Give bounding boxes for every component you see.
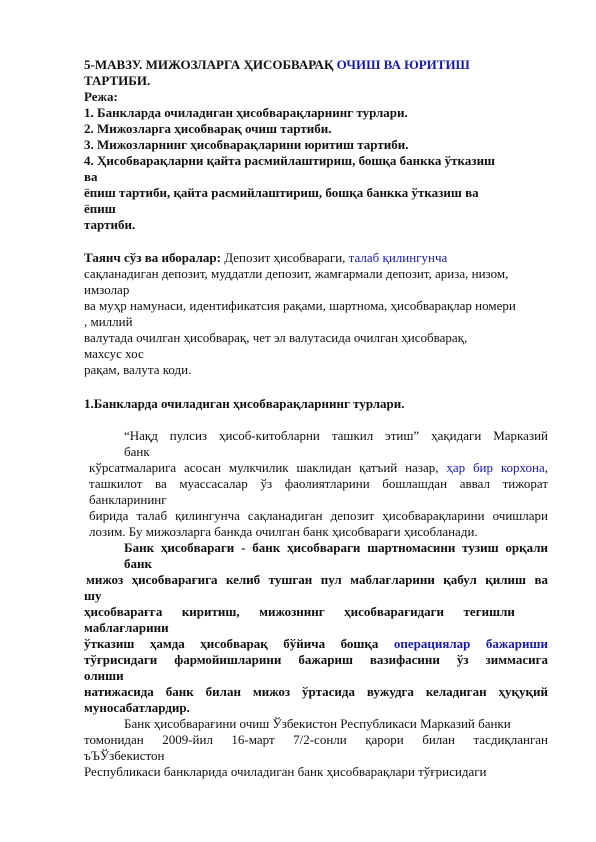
definition-line: муносабатлардир. bbox=[84, 700, 190, 715]
definition-line bbox=[84, 636, 548, 652]
plan-item: ёпиш bbox=[84, 201, 116, 216]
section-heading: 1.Банкларда очиладиган ҳисобварақларнинг турлари. bbox=[84, 396, 405, 411]
paragraph-line: “Нақд пулсиз ҳисоб-китобларни ташкил этиш” ҳақидаги Марказий bbox=[124, 428, 548, 443]
definition-line: банк bbox=[124, 556, 152, 571]
keywords-line: ва муҳр намунаси, идентификатсия рақами, шартнома, ҳисобварақлар номери bbox=[84, 298, 516, 313]
title-part-1: 5-МАВЗУ. МИЖОЗЛАРГА ҲИСОБВАРАҚ bbox=[84, 57, 337, 72]
plan-item: 4. Ҳисобварақларни қайта расмийлаштириш, бошқа банкка ўтказиш bbox=[84, 153, 496, 168]
paragraph-line: банкларининг bbox=[89, 492, 167, 507]
plan-item: 1. Банкларда очиладиган ҳисобварақларнинг турлари. bbox=[84, 105, 408, 120]
plan-item: 2. Мижозларга ҳисобварақ очиш тартиби. bbox=[84, 121, 332, 136]
keywords-line: рақам, валута коди. bbox=[84, 362, 192, 377]
paragraph-line: Банк ҳисобварағини очиш Ўзбекистон Республикаси Марказий банки bbox=[124, 716, 511, 731]
definition-line: мижоз ҳисобварағига келиб тушган пул маблағларини қабул қилиш ва bbox=[86, 572, 548, 587]
definition-line: олиши bbox=[84, 668, 124, 683]
plan-item: 3. Мижозларнинг ҳисобварақларини юритиш тартиби. bbox=[84, 137, 409, 152]
plan-item: ва bbox=[84, 169, 98, 184]
paragraph-line: бирида талаб қилингунча сақланадиган депозит ҳисобварақларини очишлари bbox=[89, 508, 548, 523]
keywords-line: махсус хос bbox=[84, 346, 144, 361]
definition-text: ўтказиш ҳамда ҳисобварақ бўйича бошқа bbox=[84, 636, 394, 651]
plan-item: тартиби. bbox=[84, 217, 136, 232]
paragraph-line: ташкилот ва муассасалар ўз фаолиятларини бошлашдан аввал тижорат bbox=[89, 476, 548, 491]
paragraph-line: лозим. Бу мижозларга банкда очилган банк ҳисобвараги ҳисобланади. bbox=[89, 524, 478, 539]
paragraph-text: , bbox=[544, 460, 548, 475]
definition-line: тўғрисидаги фармойишларини бажариш вазифасини ўз зиммасига bbox=[84, 652, 548, 667]
page-title bbox=[84, 57, 470, 73]
keywords-line bbox=[84, 250, 447, 266]
plan-label: Режа: bbox=[84, 89, 118, 104]
paragraph-line bbox=[89, 460, 548, 476]
keywords-line: валутада очилган ҳисобварақ, чет эл валутасида очилган ҳисобварақ, bbox=[84, 330, 468, 345]
paragraph-line: Республикаси банкларида очиладиган банк ҳисобварақлари тўғрисидаги bbox=[84, 764, 487, 779]
definition-line: ҳисобварағга киритиш, мижознинг ҳисобварағидаги тегишли bbox=[84, 604, 515, 619]
keywords-highlight: талаб қилингунча bbox=[348, 250, 448, 265]
paragraph-highlight: ҳар бир корхона bbox=[446, 460, 545, 475]
definition-highlight: операциялар бажариши bbox=[393, 636, 548, 651]
plan-item: ёпиш тартиби, қайта расмийлаштириш, бошқа банкка ўтказиш ва bbox=[84, 185, 479, 200]
definition-line: маблағларини bbox=[84, 620, 169, 635]
paragraph-text: кўрсатмаларига асосан мулкчилик шаклидан қатъий назар, bbox=[89, 460, 447, 475]
keywords-label: Таянч сўз ва иборалар: bbox=[84, 250, 221, 265]
keywords-line: , миллий bbox=[84, 314, 133, 329]
title-line-2: ТАРТИБИ. bbox=[84, 73, 151, 88]
definition-line: Банк ҳисобвараги - банк ҳисобвараги шартномасини тузиш орқали bbox=[124, 540, 548, 555]
definition-line: натижасида банк билан мижоз ўртасида вужудга келадиган ҳуқуқий bbox=[84, 684, 548, 699]
paragraph-line: ъЪЎзбекистон bbox=[84, 748, 165, 763]
title-part-2: ОЧИШ ВА ЮРИТИШ bbox=[336, 57, 470, 72]
definition-line: шу bbox=[84, 588, 102, 603]
keywords-line: имзолар bbox=[84, 282, 130, 297]
paragraph-line: банк bbox=[124, 444, 150, 459]
paragraph-line: томонидан 2009-йил 16-март 7/2-сонли қарори билан тасдиқланган bbox=[84, 732, 548, 747]
keywords-line: сақланадиган депозит, муддатли депозит, жамғармали депозит, ариза, низом, bbox=[84, 266, 509, 281]
keywords-text: Депозит ҳисобвараги, bbox=[220, 250, 349, 265]
